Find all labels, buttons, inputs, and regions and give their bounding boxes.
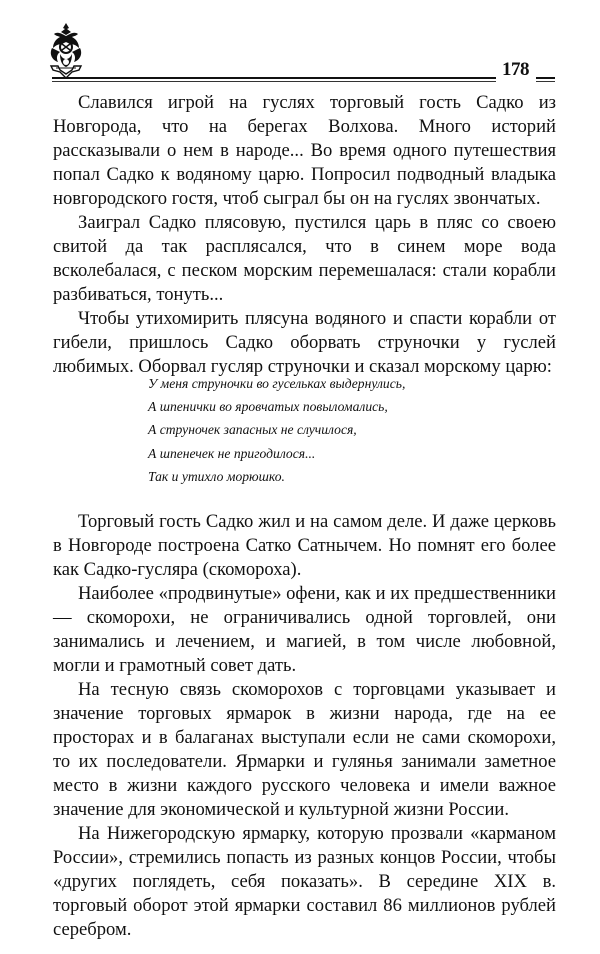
paragraph: Заиграл Садко плясовую, пустился царь в пляс со своею свитой да так расплясался, что в синем море вода всколебалася, с песком морским перемешалася: стали корабли разбиваться, тонуть... (53, 212, 556, 305)
header-rule-thin (52, 81, 496, 82)
paragraph: Славился игрой на гуслях торговый гость Садко из Новгорода, что на берегах Волхова. Много историй рассказывали о нем в народе... Во время одного путешествия попал Садко к водяному царю. Попросил подводный владыка новгородского гостя, чтоб сыграл бы он на гуслях звончатых. (53, 92, 556, 209)
paragraph: Чтобы утихомирить плясуна водяного и спасти корабли от гибели, пришлось Садко оборвать струночки у гуслей любимых. Оборвал гусляр струночки и сказал морскому царю: (53, 308, 556, 377)
page-number: 178 (502, 59, 529, 80)
verse-line: А шпенички во яровчатых повыломались, (148, 399, 388, 415)
verse-line: Так и утихло морюшко. (148, 468, 285, 484)
verse-line: А шпенечек не пригодилося... (148, 445, 316, 461)
paragraph: Наиболее «продвинутые» офени, как и их предшественники — скоморохи, не ограничивались одной торговлей, они занимались и лечением, и магией, в том числе любовной, могли и грамотный совет дать. (53, 583, 556, 676)
verse-line: А струночек запасных не случилося, (148, 422, 357, 438)
text-block-bottom (53, 510, 556, 942)
header-rule-tail (536, 77, 555, 79)
text-block-top (53, 91, 556, 379)
header-rule (52, 77, 496, 79)
header-rule-tail-thin (536, 81, 555, 82)
verse-quote (148, 372, 405, 488)
paragraph: На тесную связь скоморохов с торговцами указывает и значение торговых ярмарок в жизни народа, где на ее просторах и в балаганах выступали если не сами скоморохи, то их последователи. Ярмарки и гулянья занимали заметное место в жизни каждого русского человека и имели важное значение для экономической и культурной жизни России. (53, 679, 556, 820)
folk-ornament-icon (46, 22, 86, 80)
verse-line: У меня струночки во гусельках выдернулись, (148, 376, 406, 391)
paragraph: На Нижегородскую ярмарку, которую прозвали «карманом России», стремились попасть из разных концов России, чтобы «других поглядеть, себя показать». В середине XIX в. торговый оборот этой ярмарки составил 86 миллионов рублей серебром. (53, 823, 556, 940)
paragraph: Торговый гость Садко жил и на самом деле. И даже церковь в Новгороде построена Сатко Сатнычем. Но помнят его более как Садко-гусляра (скомороха). (53, 511, 556, 580)
